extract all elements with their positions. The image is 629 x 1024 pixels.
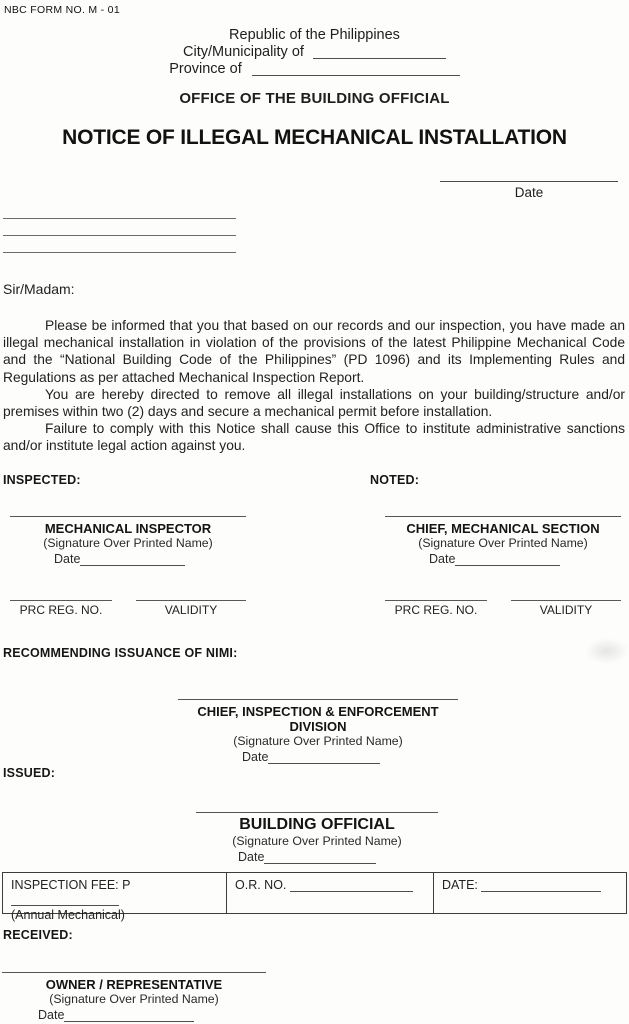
annual-mechanical-note: (Annual Mechanical) [11,908,125,922]
inspector-prc-row [10,592,246,617]
chief-inspection-signature-line[interactable] [178,699,458,700]
building-official-title: BUILDING OFFICIAL [239,816,395,833]
city-municipality-label: City/Municipality of [183,44,304,60]
inspector-date-label: Date [54,552,81,566]
owner-title: OWNER / REPRESENTATIVE [45,977,223,992]
chief-mechanical-signature-block [385,521,621,566]
addressee-line-1[interactable] [3,202,236,219]
header-province-row [0,61,629,77]
body-paragraphs [3,317,625,455]
inspector-title: MECHANICAL INSPECTOR [44,521,212,536]
inspected-label: INSPECTED: [3,473,81,487]
chief-inspection-title: CHIEF, INSPECTION & ENFORCEMENT DIVISION [197,704,439,734]
chief-mechanical-validity-blank-field[interactable] [511,592,621,601]
scan-artifact [585,638,629,664]
chief-inspection-signature-note: (Signature Over Printed Name) [233,734,403,748]
chief-mechanical-title: CHIEF, MECHANICAL SECTION [406,521,600,536]
building-official-signature-note: (Signature Over Printed Name) [232,834,402,848]
owner-date-blank-field[interactable] [64,1008,194,1022]
chief-inspection-signature-block [178,704,458,764]
chief-mechanical-date-blank-field[interactable] [455,552,560,566]
chief-mechanical-prc-label: PRC REG. NO. [394,603,478,617]
date-blank-field[interactable] [440,181,618,182]
paragraph-1: Please be informed that you that based on our records and our inspection, you have made an illegal mechanical installation in violation of the provisions of the latest Philippine Mechanical Code and the “National Building Code of the Philippines” (PD 1096) and its Implementing Rules and Regulations as per attached Mechanical Inspection Report. [3,318,625,385]
inspector-validity-blank-field[interactable] [136,592,246,601]
building-official-signature-line[interactable] [196,812,438,813]
fee-table-cell-inspection-fee [3,873,226,922]
chief-mechanical-date-label: Date [429,552,456,566]
owner-signature-note: (Signature Over Printed Name) [49,992,219,1006]
chief-inspection-date-blank-field[interactable] [268,750,380,764]
addressee-line-3[interactable] [3,236,236,253]
salutation: Sir/Madam: [3,281,75,297]
chief-mechanical-prc-row [385,592,621,617]
date-caption: Date [514,185,544,200]
issued-label: ISSUED: [3,766,56,780]
fee-date-label: DATE: [442,878,478,892]
or-no-blank-field[interactable] [290,878,413,892]
building-official-date-blank-field[interactable] [264,850,376,864]
chief-mechanical-signature-note: (Signature Over Printed Name) [418,536,588,550]
form-number: NBC FORM NO. M - 01 [4,4,120,16]
fee-table-cell-date [433,873,626,913]
header-republic: Republic of the Philippines [229,27,400,43]
owner-signature-line[interactable] [2,972,266,973]
office-heading: OFFICE OF THE BUILDING OFFICIAL [179,90,450,107]
inspection-fee-label: INSPECTION FEE: P [11,878,131,892]
page-title: NOTICE OF ILLEGAL MECHANICAL INSTALLATION [62,126,567,149]
header-city-row [0,44,629,60]
fee-table-cell-or-no [226,873,433,913]
chief-mechanical-validity-label: VALIDITY [539,603,593,617]
owner-date-label: Date [38,1008,65,1022]
city-municipality-blank-field[interactable] [313,45,446,59]
province-label: Province of [169,61,242,77]
province-blank-field[interactable] [252,62,460,76]
inspector-signature-note: (Signature Over Printed Name) [43,536,213,550]
noted-label: NOTED: [370,473,420,487]
inspection-fee-blank-field[interactable] [11,892,119,906]
fee-date-blank-field[interactable] [481,878,601,892]
chief-inspection-date-label: Date [242,750,269,764]
received-label: RECEIVED: [3,928,73,942]
inspector-prc-label: PRC REG. NO. [19,603,103,617]
recommending-label: RECOMMENDING ISSUANCE OF NIMI: [3,646,238,660]
inspector-date-blank-field[interactable] [80,552,185,566]
addressee-line-2[interactable] [3,219,236,236]
inspector-prc-blank-field[interactable] [10,592,112,601]
inspector-signature-block [10,521,246,566]
owner-signature-block [2,977,266,1022]
or-no-label: O.R. NO. [235,878,287,892]
inspector-validity-label: VALIDITY [164,603,218,617]
chief-mechanical-signature-line[interactable] [385,516,621,517]
fee-table [2,872,627,922]
chief-mechanical-prc-blank-field[interactable] [385,592,487,601]
building-official-date-label: Date [238,850,265,864]
paragraph-3: Failure to comply with this Notice shall cause this Office to institute administrative sanctions and/or institute legal action against you. [3,421,625,454]
building-official-signature-block [196,816,438,864]
paragraph-2: You are hereby directed to remove all illegal installations on your building/structure and/or premises within two (2) days and secure a mechanical permit before installation. [3,386,625,420]
inspector-signature-line[interactable] [10,516,246,517]
addressee-block [3,202,236,253]
